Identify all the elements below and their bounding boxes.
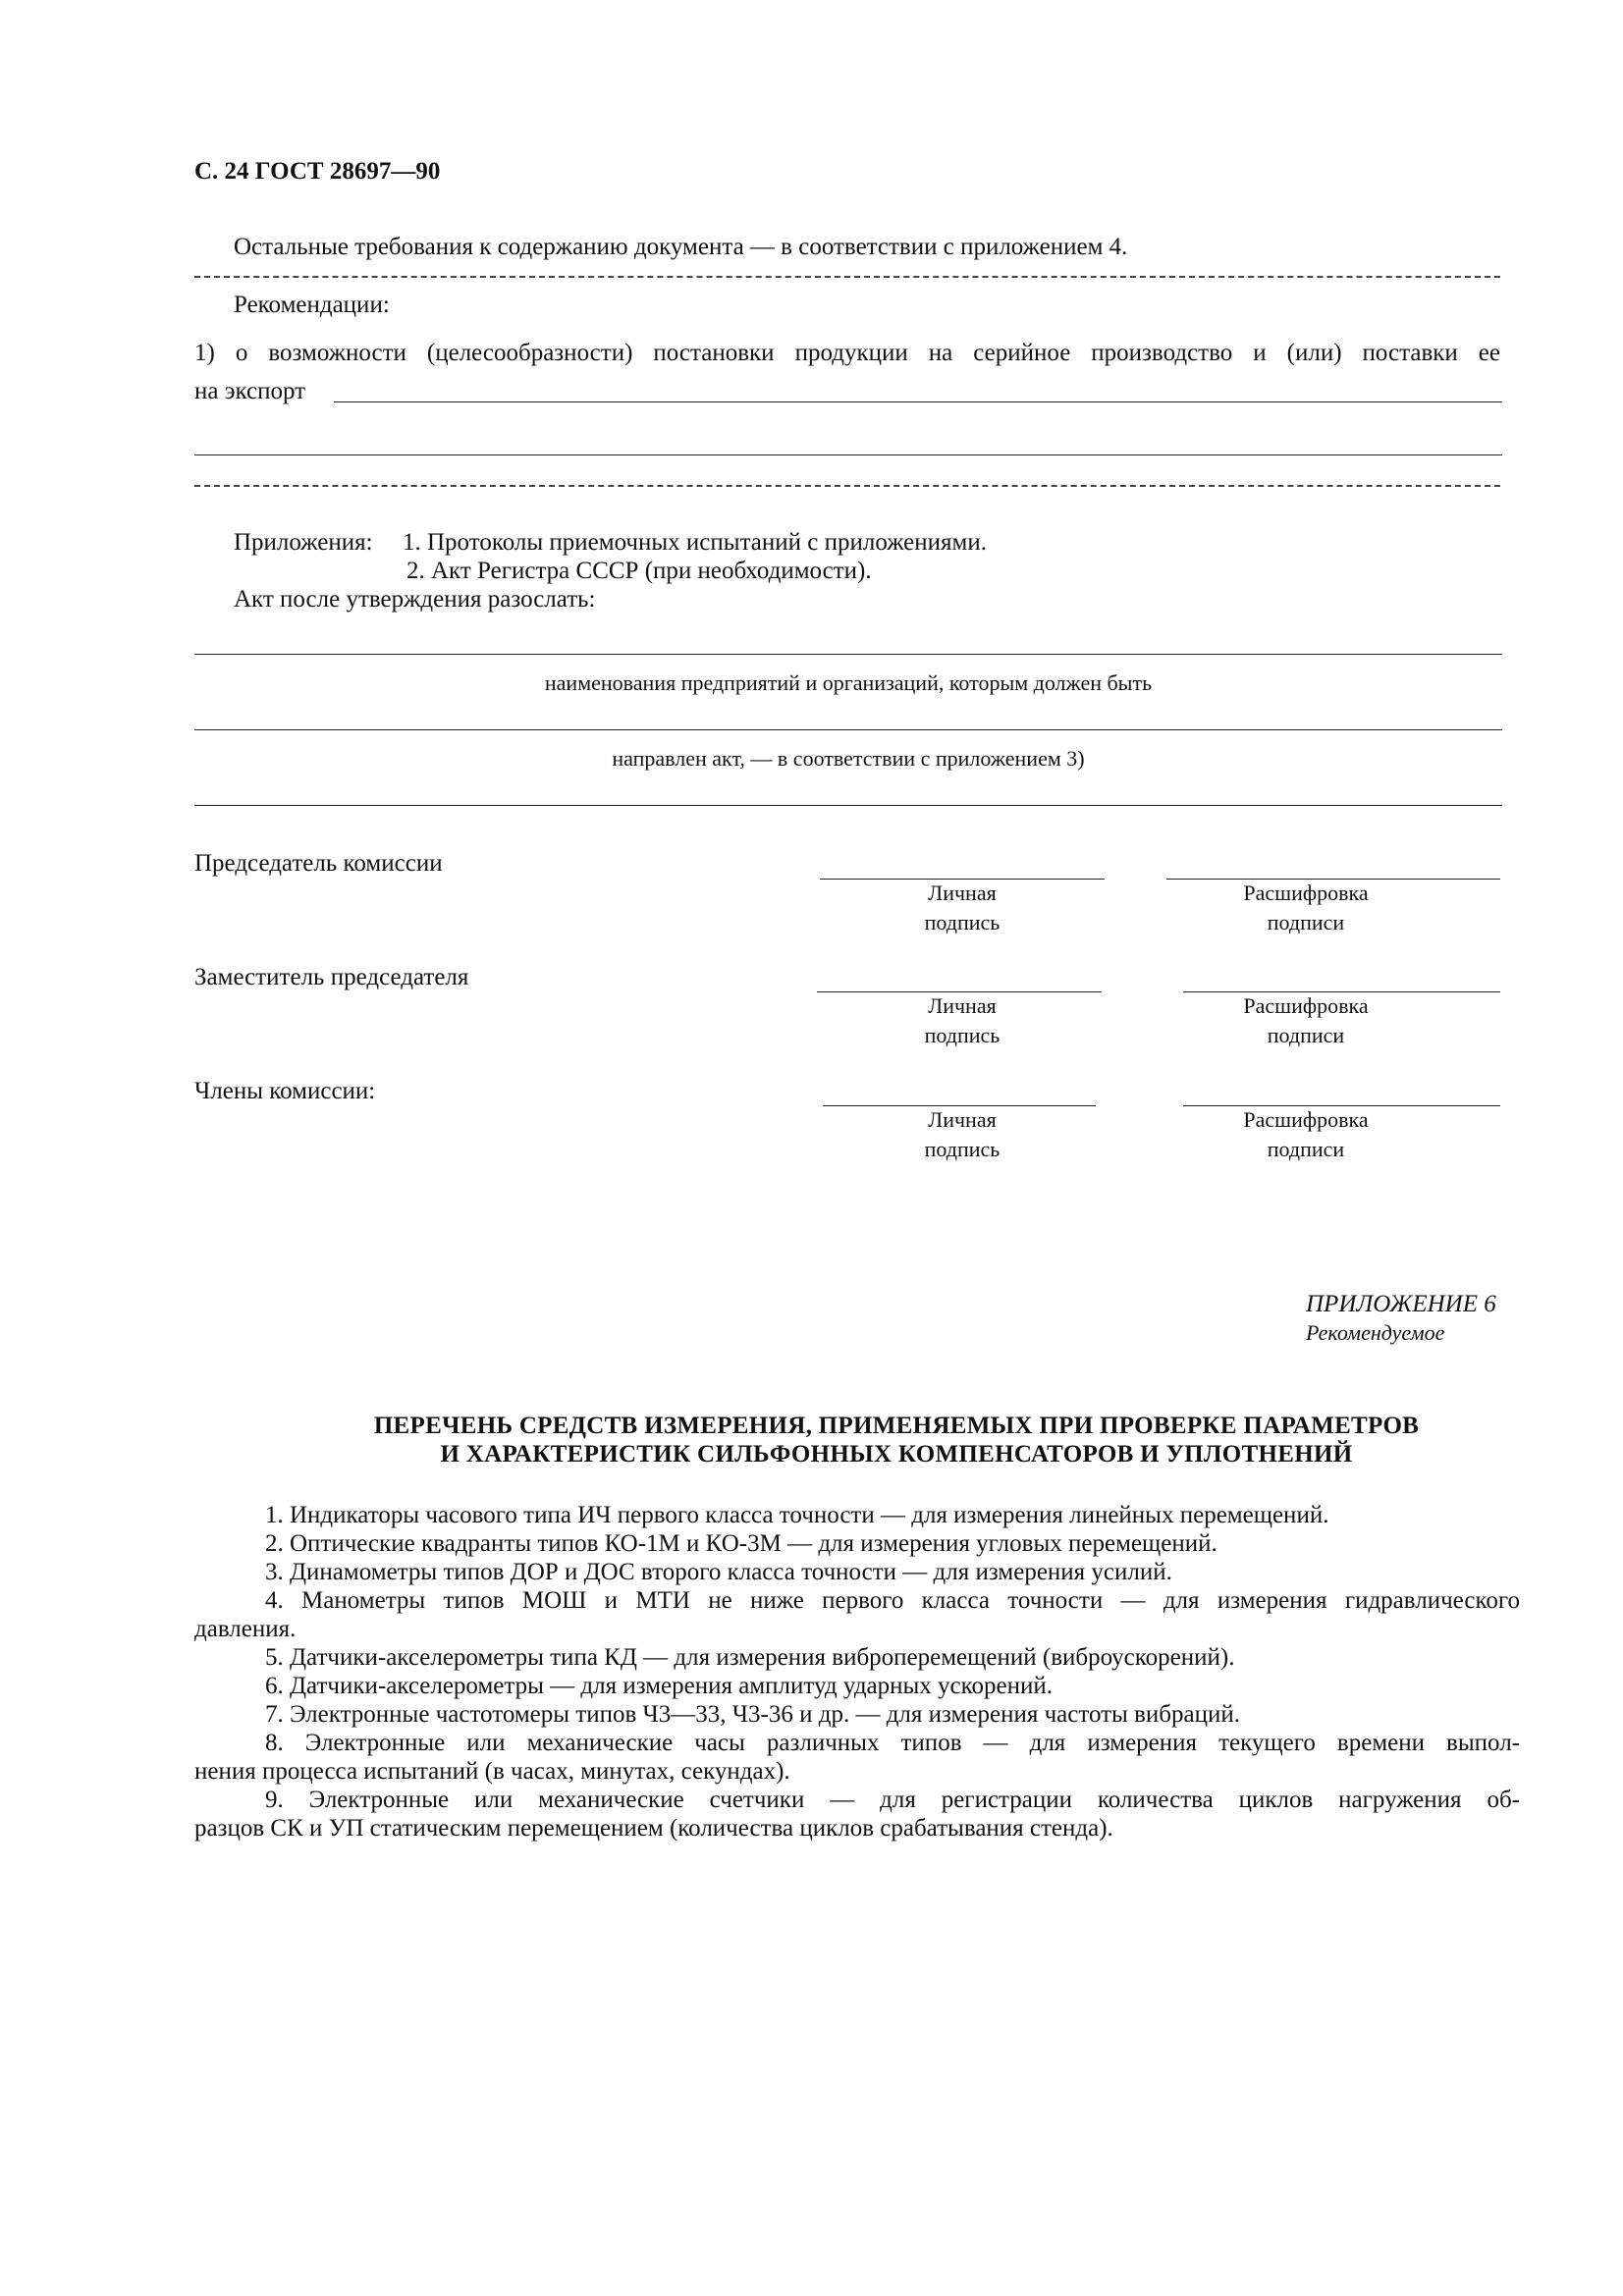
appendices-label: Приложения:	[234, 529, 373, 556]
caption-recipients-2: направлен акт, — в соответствии с приложением 3)	[612, 746, 1085, 771]
list-item: 4. Манометры типов МОШ и МТИ не ниже первого класса точности — для измерения гидравлического	[265, 1587, 1520, 1614]
annex-label: ПРИЛОЖЕНИЕ 6	[1306, 1291, 1496, 1317]
annex-title-line-1: ПЕРЕЧЕНЬ СРЕДСТВ ИЗМЕРЕНИЯ, ПРИМЕНЯЕМЫХ ПРИ ПРОВЕРКЕ ПАРАМЕТРОВ	[373, 1413, 1420, 1439]
list-item: 9. Электронные или механические счетчики — для регистрации количества циклов нагружения об-	[265, 1787, 1520, 1813]
list-item: 2. Оптические квадранты типов КО-1М и КО-3М — для измерения угловых перемещений.	[265, 1530, 1217, 1557]
signature-caption: подпись	[924, 910, 1001, 934]
dashed-separator	[194, 276, 1500, 278]
caption-recipients-1: наименования предприятий и организаций, которым должен быть	[544, 670, 1153, 695]
annex-status: Рекомендуемое	[1306, 1320, 1445, 1345]
appendix-item-2: 2. Акт Регистра СССР (при необходимости).	[406, 558, 872, 584]
decode-caption: Расшифровка	[1243, 1107, 1369, 1132]
signature-role: Члены комиссии:	[194, 1078, 376, 1104]
decode-caption: подписи	[1267, 1137, 1345, 1161]
fill-line	[194, 805, 1502, 806]
appendix-item-1: 1. Протоколы приемочных испытаний с приложениями.	[403, 529, 987, 556]
list-item: 8. Электронные или механические часы различных типов — для измерения текущего времени выпол-	[265, 1730, 1520, 1756]
fill-line	[194, 654, 1502, 655]
decode-caption: Расшифровка	[1243, 881, 1369, 905]
signature-caption: подпись	[924, 1023, 1001, 1047]
decode-caption: подписи	[1267, 910, 1345, 934]
list-item-cont: давления.	[194, 1616, 297, 1642]
list-item: 7. Электронные частотомеры типов Ч3—33, Ч3-36 и др. — для измерения частоты вибраций.	[265, 1701, 1240, 1728]
signature-caption: Личная	[928, 881, 997, 905]
signature-caption: Личная	[928, 993, 997, 1018]
decode-caption: Расшифровка	[1243, 993, 1369, 1018]
list-item: 3. Динамометры типов ДОР и ДОС второго класса точности — для измерения усилий.	[265, 1559, 1172, 1585]
recommendation-item-1-cont: на экспорт	[194, 378, 306, 404]
dashed-separator	[194, 485, 1500, 487]
intro-line: Остальные требования к содержанию документа — в соответствии с приложением 4.	[234, 234, 1128, 260]
fill-line	[334, 401, 1502, 402]
page-header: С. 24 ГОСТ 28697—90	[194, 158, 441, 185]
signature-role: Заместитель председателя	[194, 964, 469, 990]
signature-caption: подпись	[924, 1137, 1001, 1161]
recommendation-item-1: 1) о возможности (целесообразности) постановки продукции на серийное производство и (или) поставки ее	[194, 340, 1500, 366]
list-item-cont: разцов СК и УП статическим перемещением (количества циклов срабатывания стенда).	[194, 1815, 1113, 1842]
fill-line	[194, 729, 1502, 730]
distribution-line: Акт после утверждения разослать:	[234, 586, 596, 613]
annex-title-line-2: И ХАРАКТЕРИСТИК СИЛЬФОННЫХ КОМПЕНСАТОРОВ И УПЛОТНЕНИЙ	[440, 1441, 1353, 1468]
decode-caption: подписи	[1267, 1023, 1345, 1047]
list-item: 1. Индикаторы часового типа ИЧ первого класса точности — для измерения линейных перемещений.	[265, 1502, 1329, 1528]
list-item: 6. Датчики-акселерометры — для измерения амплитуд ударных ускорений.	[265, 1673, 1054, 1699]
signature-caption: Личная	[928, 1107, 997, 1132]
recommendations-title: Рекомендации:	[234, 292, 390, 318]
list-item: 5. Датчики-акселерометры типа КД — для измерения виброперемещений (виброускорений).	[265, 1644, 1235, 1671]
fill-line	[194, 454, 1502, 455]
list-item-cont: нения процесса испытаний (в часах, минутах, секундах).	[194, 1758, 790, 1785]
signature-role: Председатель комиссии	[194, 850, 443, 877]
